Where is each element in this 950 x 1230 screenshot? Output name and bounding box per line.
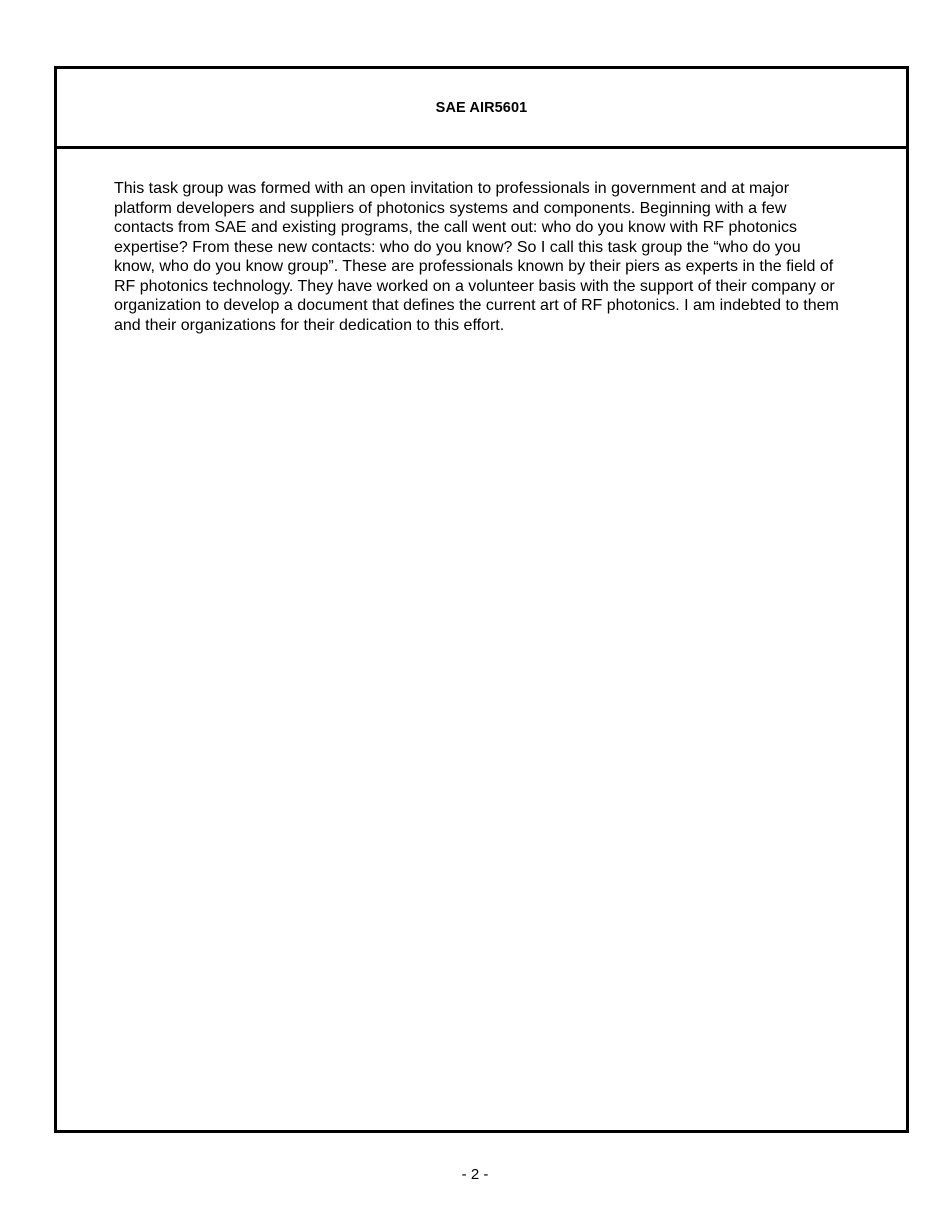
page-frame (54, 66, 909, 1133)
page-header (57, 69, 906, 149)
body-paragraph: This task group was formed with an open invitation to professionals in government and at major platform developers and suppliers of photonics systems and components. Beginning with a few contacts from SAE and existing programs, the call went out: who do you know with RF photonics expertise? From these new contacts: who do you know? So I call this task group the “who do you know, who do you know group”. These are professionals known by their piers as experts in the field of RF photonics technology. They have worked on a volunteer basis with the support of their company or organization to develop a document that defines the current art of RF photonics. I am indebted to them and their organizations for their dedication to this effort. (114, 180, 839, 334)
page-number: - 2 - (461, 1166, 489, 1183)
document-id: SAE AIR5601 (435, 99, 528, 116)
